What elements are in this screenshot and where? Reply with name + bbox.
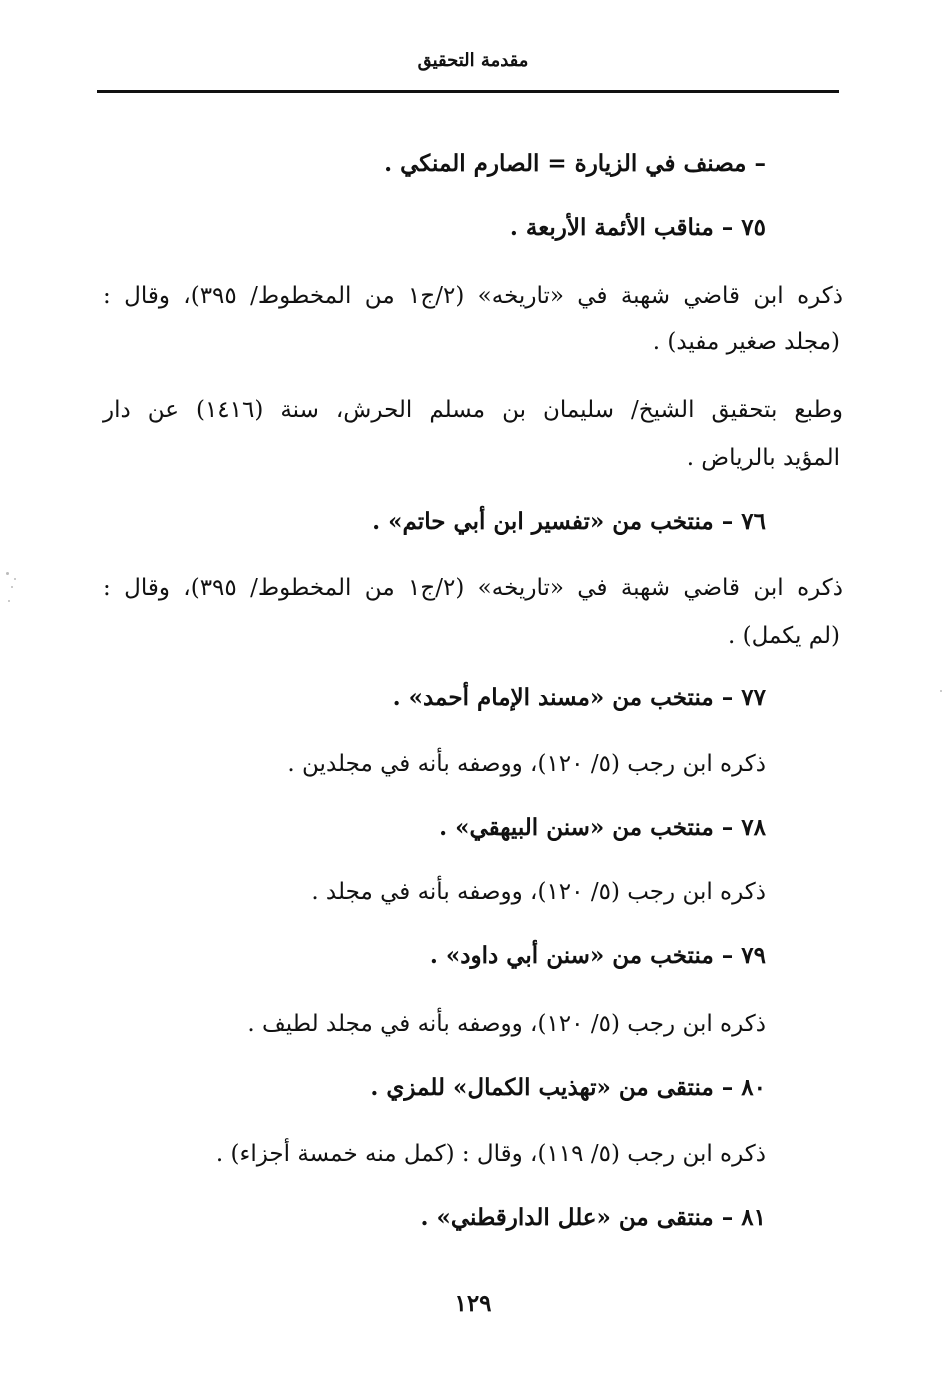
- scan-speck: [11, 586, 13, 588]
- scan-speck: [940, 690, 942, 692]
- body-line: ذكره ابن قاضي شهبة في «تاريخه» (٢/ج١ من المخطوط/ ٣٩٥)، وقال :: [103, 283, 843, 309]
- entry-heading: ٨١ – منتقى من «علل الدارقطني» .: [420, 1204, 766, 1231]
- scan-speck: [6, 572, 9, 575]
- body-line: ذكره ابن رجب (٥/ ١٢٠)، ووصفه بأنه في مجلد لطيف .: [247, 1011, 766, 1037]
- body-line: ذكره ابن رجب (٥/ ١٢٠)، ووصفه بأنه في مجلدين .: [287, 751, 766, 777]
- scan-speck: [14, 578, 16, 580]
- body-line: المؤيد بالرياض .: [686, 445, 840, 471]
- entry-heading: – مصنف في الزيارة = الصارم المنكي .: [384, 150, 766, 177]
- running-title: مقدمة التحقيق: [417, 50, 529, 71]
- body-line: ذكره ابن قاضي شهبة في «تاريخه» (٢/ج١ من المخطوط/ ٣٩٥)، وقال :: [103, 575, 843, 601]
- entry-heading: ٧٦ – منتخب من «تفسير ابن أبي حاتم» .: [372, 508, 766, 535]
- entry-heading: ٧٥ – مناقب الأئمة الأربعة .: [509, 214, 766, 241]
- body-line: (لم يكمل) .: [727, 623, 840, 649]
- entry-heading: ٧٧ – منتخب من «مسند الإمام أحمد» .: [392, 684, 766, 711]
- entry-heading: ٨٠ – منتقى من «تهذيب الكمال» للمزي .: [370, 1074, 766, 1101]
- header-rule: [97, 90, 839, 93]
- body-line: ذكره ابن رجب (٥/ ١٢٠)، ووصفه بأنه في مجلد .: [311, 879, 766, 905]
- page-number: ١٢٩: [454, 1290, 492, 1317]
- body-line: (مجلد صغير مفيد) .: [652, 329, 840, 355]
- body-line: وطبع بتحقيق الشيخ/ سليمان بن مسلم الحرش، سنة (١٤١٦) عن دار: [103, 397, 843, 423]
- body-line: ذكره ابن رجب (٥/ ١١٩)، وقال : (كمل منه خمسة أجزاء) .: [215, 1141, 766, 1167]
- entry-heading: ٧٩ – منتخب من «سنن أبي داود» .: [429, 942, 766, 969]
- scan-speck: [8, 600, 10, 602]
- entry-heading: ٧٨ – منتخب من «سنن البيهقي» .: [439, 814, 766, 841]
